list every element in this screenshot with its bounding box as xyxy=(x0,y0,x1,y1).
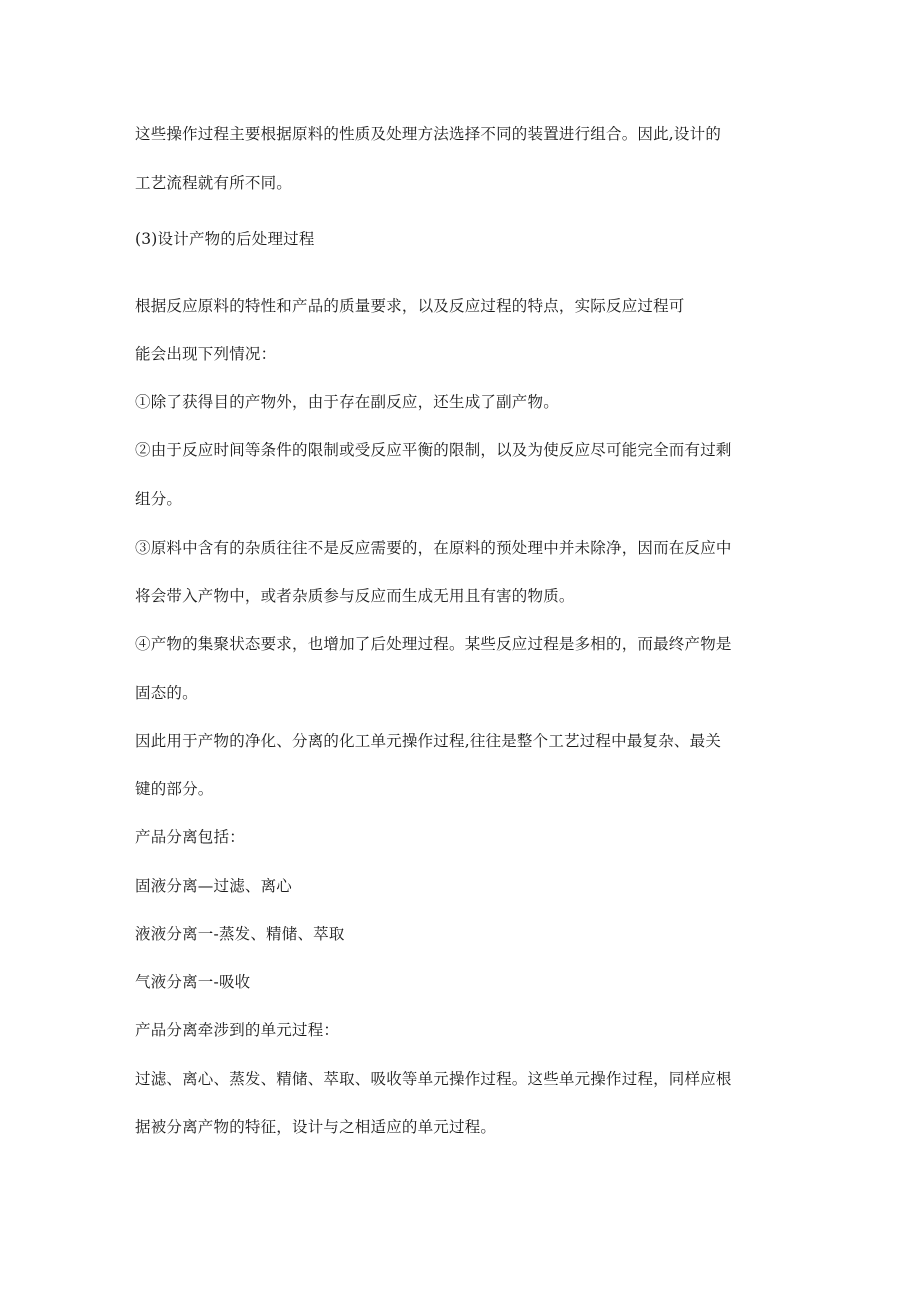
unit-process-heading: 产品分离牵涉到的单元过程： xyxy=(135,1021,340,1039)
text-line-6: 键的部分。 xyxy=(135,780,214,798)
separation-heading: 产品分离包括： xyxy=(135,828,245,846)
text-line-5: 因此用于产物的净化、分离的化工单元操作过程,往往是整个工艺过程中最复杂、最关 xyxy=(135,732,722,750)
list-item-3: ③原料中含有的杂质往往不是反应需要的，在原料的预处理中并未除净，因而在反应中 xyxy=(135,539,732,557)
list-item-3-cont: 将会带入产物中，或者杂质参与反应而生成无用且有害的物质。 xyxy=(135,587,575,605)
separation-item-1: 固液分离—过滤、离心 xyxy=(135,877,293,895)
text-line-3: 根据反应原料的特性和产品的质量要求，以及反应过程的特点，实际反应过程可 xyxy=(135,297,685,315)
text-line-4: 能会出现下列情况： xyxy=(135,345,277,363)
text-line-7: 过滤、离心、蒸发、精储、萃取、吸收等单元操作过程。这些单元操作过程，同样应根 xyxy=(135,1070,732,1088)
section-heading: (3)设计产物的后处理过程 xyxy=(135,230,315,248)
text-line-2: 工艺流程就有所不同。 xyxy=(135,174,293,192)
list-item-2-cont: 组分。 xyxy=(135,490,183,508)
list-item-4: ④产物的集聚状态要求，也增加了后处理过程。某些反应过程是多相的，而最终产物是 xyxy=(135,635,732,653)
text-line-8: 据被分离产物的特征，设计与之相适应的单元过程。 xyxy=(135,1118,497,1136)
list-item-1: ①除了获得目的产物外，由于存在副反应，还生成了副产物。 xyxy=(135,393,559,411)
separation-item-2: 液液分离一-蒸发、精储、萃取 xyxy=(135,925,345,943)
text-line-1: 这些操作过程主要根据原料的性质及处理方法选择不同的装置进行组合。因此,设计的 xyxy=(135,125,722,143)
separation-item-3: 气液分离一-吸收 xyxy=(135,973,251,991)
list-item-2: ②由于反应时间等条件的限制或受反应平衡的限制，以及为使反应尽可能完全而有过剩 xyxy=(135,441,732,459)
list-item-4-cont: 固态的。 xyxy=(135,684,198,702)
